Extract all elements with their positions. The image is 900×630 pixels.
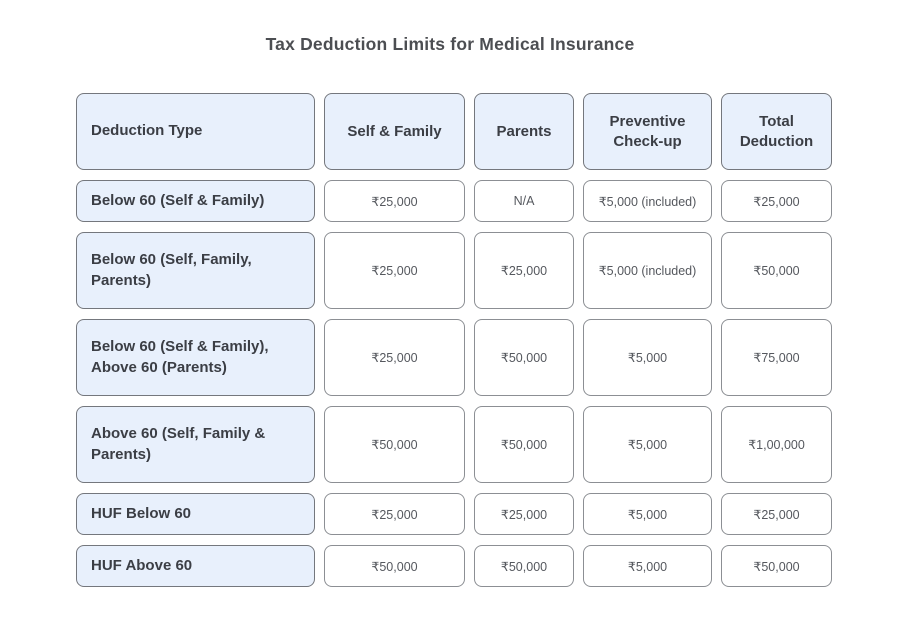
cell-value: ₹25,000 [474, 232, 574, 309]
cell-value: ₹50,000 [474, 319, 574, 396]
cell-value: ₹25,000 [721, 180, 832, 222]
cell-value: ₹5,000 (included) [583, 180, 712, 222]
column-header: Self & Family [324, 93, 465, 170]
cell-value: ₹50,000 [324, 406, 465, 483]
cell-value: ₹50,000 [721, 232, 832, 309]
column-header: Total Deduction [721, 93, 832, 170]
cell-value: ₹25,000 [324, 319, 465, 396]
cell-value: ₹25,000 [324, 180, 465, 222]
row-label: Below 60 (Self, Family, Parents) [76, 232, 315, 309]
row-label: Below 60 (Self & Family) [76, 180, 315, 222]
cell-value: ₹5,000 [583, 319, 712, 396]
row-label: HUF Above 60 [76, 545, 315, 587]
cell-value: ₹5,000 (included) [583, 232, 712, 309]
row-label: HUF Below 60 [76, 493, 315, 535]
column-header: Parents [474, 93, 574, 170]
cell-value: ₹25,000 [474, 493, 574, 535]
cell-value: ₹1,00,000 [721, 406, 832, 483]
cell-value: ₹5,000 [583, 545, 712, 587]
cell-value: ₹50,000 [474, 545, 574, 587]
column-header: Preventive Check-up [583, 93, 712, 170]
row-label: Above 60 (Self, Family & Parents) [76, 406, 315, 483]
cell-value: ₹5,000 [583, 493, 712, 535]
cell-value: ₹25,000 [324, 493, 465, 535]
cell-value: ₹25,000 [721, 493, 832, 535]
cell-value: ₹25,000 [324, 232, 465, 309]
cell-value: ₹75,000 [721, 319, 832, 396]
cell-value: N/A [474, 180, 574, 222]
page-title: Tax Deduction Limits for Medical Insurance [265, 34, 635, 54]
cell-value: ₹50,000 [474, 406, 574, 483]
cell-value: ₹5,000 [583, 406, 712, 483]
deduction-limits-table [76, 93, 832, 587]
column-header-deduction-type: Deduction Type [76, 93, 315, 170]
cell-value: ₹50,000 [721, 545, 832, 587]
cell-value: ₹50,000 [324, 545, 465, 587]
row-label: Below 60 (Self & Family), Above 60 (Parents) [76, 319, 315, 396]
